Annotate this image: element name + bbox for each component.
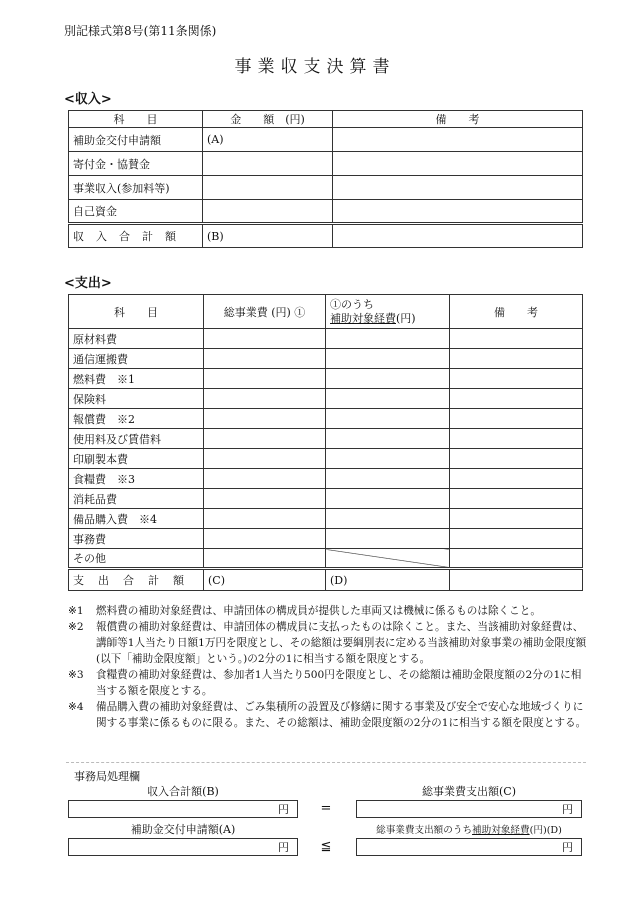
expense-total-cost-cell[interactable] bbox=[204, 469, 326, 489]
expense-subsidy-cell[interactable] bbox=[326, 389, 450, 409]
income-total-check-label: 収入合計額(B) bbox=[147, 785, 219, 798]
table-row bbox=[69, 469, 583, 489]
table-row bbox=[69, 152, 583, 176]
expense-remarks-cell[interactable] bbox=[450, 449, 583, 469]
table-row bbox=[69, 489, 583, 509]
income-amount-cell[interactable] bbox=[203, 176, 333, 200]
subsidy-eligible-check-label bbox=[356, 822, 582, 836]
note-mark: ※1 bbox=[68, 605, 84, 617]
note-text: 食糧費の補助対象経費は、参加者1人当たり500円を限度とし、その総額は補助金限度額の2分の1に相当する額を限度とする。 bbox=[96, 669, 582, 697]
expense-subsidy-cell[interactable] bbox=[326, 349, 450, 369]
expense-table bbox=[68, 294, 583, 591]
expense-item-cell: 印刷製本費 bbox=[69, 449, 204, 469]
income-remarks-cell[interactable] bbox=[333, 152, 583, 176]
expense-remarks-cell[interactable] bbox=[450, 329, 583, 349]
expense-remarks-cell[interactable] bbox=[450, 529, 583, 549]
expense-item-cell: 通信運搬費 bbox=[69, 349, 204, 369]
income-amount-cell[interactable] bbox=[203, 200, 333, 224]
expense-subsidy-cell[interactable] bbox=[326, 529, 450, 549]
expense-total-cost-cell[interactable] bbox=[204, 349, 326, 369]
expense-item-cell: 原材料費 bbox=[69, 329, 204, 349]
expense-subsidy-cell[interactable] bbox=[326, 449, 450, 469]
income-total-row bbox=[69, 224, 583, 248]
expense-remarks-cell[interactable] bbox=[450, 469, 583, 489]
expense-subsidy-cell[interactable] bbox=[326, 369, 450, 389]
income-item-cell: 寄付金・協賛金 bbox=[69, 152, 203, 176]
table-row bbox=[69, 329, 583, 349]
subsidy-eligible-check-field[interactable]: 円 bbox=[356, 838, 582, 856]
expense-item-cell: 保険料 bbox=[69, 389, 204, 409]
expense-total-cost-cell[interactable] bbox=[204, 549, 326, 569]
expense-header-item: 科 目 bbox=[69, 295, 204, 329]
expense-item-cell: 備品購入費 ※4 bbox=[69, 509, 204, 529]
table-row bbox=[69, 176, 583, 200]
page-title: 事業収支決算書 bbox=[234, 57, 396, 77]
expense-item-cell: 事務費 bbox=[69, 529, 204, 549]
expense-total-cost-cell[interactable] bbox=[204, 529, 326, 549]
expense-total-remarks[interactable] bbox=[450, 569, 583, 591]
income-remarks-cell[interactable] bbox=[333, 176, 583, 200]
expense-total-cost-cell[interactable] bbox=[204, 329, 326, 349]
expense-section-label: <支出> bbox=[64, 276, 112, 291]
table-row bbox=[69, 429, 583, 449]
expense-header-subsidy bbox=[326, 295, 450, 329]
table-row bbox=[69, 349, 583, 369]
expense-total-cost-cell[interactable] bbox=[204, 449, 326, 469]
expense-remarks-cell[interactable] bbox=[450, 549, 583, 569]
income-item-cell: 自己資金 bbox=[69, 200, 203, 224]
table-row bbox=[69, 389, 583, 409]
income-remarks-cell[interactable] bbox=[333, 200, 583, 224]
table-row bbox=[69, 549, 583, 569]
note-item bbox=[68, 619, 588, 667]
expense-total-cost-cell[interactable] bbox=[204, 429, 326, 449]
income-header-remarks: 備 考 bbox=[333, 111, 583, 128]
expense-remarks-cell[interactable] bbox=[450, 349, 583, 369]
note-text: 報償費の補助対象経費は、申請団体の構成員に支払ったものは除くこと。また、当該補助対象経費は、講師等1人当たり日額1万円を限度とし、その総額は要綱別表に定める当該補助対象事業の補助金限度額(以下「補助金限度額」という。)の2分の1に相当する額を限度とする。 bbox=[96, 621, 587, 665]
note-item bbox=[68, 667, 588, 699]
expense-header-remarks: 備 考 bbox=[450, 295, 583, 329]
expense-total-label: 支出合計額 bbox=[69, 569, 204, 591]
expense-remarks-cell[interactable] bbox=[450, 429, 583, 449]
income-total-remarks[interactable] bbox=[333, 224, 583, 248]
expense-item-cell: 消耗品費 bbox=[69, 489, 204, 509]
expense-total-row bbox=[69, 569, 583, 591]
table-row bbox=[69, 128, 583, 152]
income-table bbox=[68, 110, 583, 248]
applied-amount-check-label: 補助金交付申請額(A) bbox=[130, 823, 236, 836]
note-text: 燃料費の補助対象経費は、申請団体の構成員が提供した車両又は機械に係るものは除くこと。 bbox=[96, 605, 541, 617]
expense-item-cell: 燃料費 ※1 bbox=[69, 369, 204, 389]
income-remarks-cell[interactable] bbox=[333, 128, 583, 152]
income-amount-cell[interactable] bbox=[203, 152, 333, 176]
expense-header-subsidy-line2 bbox=[330, 312, 445, 326]
expense-total-cost-cell[interactable] bbox=[204, 409, 326, 429]
expense-item-cell: 食糧費 ※3 bbox=[69, 469, 204, 489]
income-total-amount[interactable]: (B) bbox=[203, 224, 333, 248]
expense-total-cost-cell[interactable] bbox=[204, 389, 326, 409]
expense-total-check-label: 総事業費支出額(C) bbox=[422, 785, 516, 798]
income-item-cell: 補助金交付申請額 bbox=[69, 128, 203, 152]
expense-total-subsidy[interactable]: (D) bbox=[326, 569, 450, 591]
equals-sign: = bbox=[320, 801, 332, 816]
table-row bbox=[69, 529, 583, 549]
table-row bbox=[69, 449, 583, 469]
divider bbox=[66, 762, 586, 763]
expense-header-subsidy-line1: ①のうち bbox=[330, 297, 374, 311]
subsidy-unit-label: (円) bbox=[396, 311, 416, 325]
expense-subsidy-cell[interactable] bbox=[326, 489, 450, 509]
table-row bbox=[69, 200, 583, 224]
expense-total-check-field[interactable]: 円 bbox=[356, 800, 582, 818]
expense-remarks-cell[interactable] bbox=[450, 409, 583, 429]
income-item-cell: 事業収入(参加料等) bbox=[69, 176, 203, 200]
form-number: 別記様式第8号(第11条関係) bbox=[64, 24, 217, 38]
expense-subsidy-cell[interactable] bbox=[326, 409, 450, 429]
notes bbox=[68, 603, 588, 731]
note-item bbox=[68, 603, 588, 619]
expense-remarks-cell[interactable] bbox=[450, 489, 583, 509]
note-mark: ※3 bbox=[68, 669, 84, 681]
note-text: 備品購入費の補助対象経費は、ごみ集積所の設置及び修繕に関する事業及び安全で安心な地域づくりに関する事業に係るものに限る。また、その総額は、補助金限度額の2分の1に相当する額を限度とする。 bbox=[96, 701, 587, 729]
income-header-amount: 金 額 (円) bbox=[203, 111, 333, 128]
expense-remarks-cell[interactable] bbox=[450, 509, 583, 529]
expense-total-cost[interactable]: (C) bbox=[204, 569, 326, 591]
income-section-label: <収入> bbox=[64, 92, 112, 107]
subsidy-eligible-label: 補助対象経費 bbox=[330, 311, 396, 325]
note-mark: ※4 bbox=[68, 701, 84, 713]
expense-remarks-cell[interactable] bbox=[450, 389, 583, 409]
subsidy-label-prefix: 総事業費支出額のうち bbox=[376, 825, 473, 836]
expense-total-cost-cell[interactable] bbox=[204, 489, 326, 509]
expense-item-cell: 報償費 ※2 bbox=[69, 409, 204, 429]
table-row bbox=[69, 509, 583, 529]
income-total-check-field[interactable]: 円 bbox=[68, 800, 298, 818]
note-item bbox=[68, 699, 588, 731]
subsidy-label-suffix: (円)(D) bbox=[529, 825, 562, 836]
subsidy-label-underlined: 補助対象経費 bbox=[472, 825, 530, 836]
table-row bbox=[69, 369, 583, 389]
expense-subsidy-cell[interactable] bbox=[326, 549, 450, 569]
expense-total-cost-cell[interactable] bbox=[204, 369, 326, 389]
expense-subsidy-cell[interactable] bbox=[326, 429, 450, 449]
expense-subsidy-cell[interactable] bbox=[326, 469, 450, 489]
expense-item-cell: 使用料及び賃借料 bbox=[69, 429, 204, 449]
office-section-title: 事務局処理欄 bbox=[74, 770, 140, 783]
income-header-item: 科 目 bbox=[69, 111, 203, 128]
expense-subsidy-cell[interactable] bbox=[326, 509, 450, 529]
expense-header-total-cost: 総事業費 (円) ① bbox=[204, 295, 326, 329]
income-total-label: 収入合計額 bbox=[69, 224, 203, 248]
table-row bbox=[69, 409, 583, 429]
less-or-equal-sign: ≦ bbox=[320, 839, 332, 854]
income-amount-cell[interactable]: (A) bbox=[203, 128, 333, 152]
expense-remarks-cell[interactable] bbox=[450, 369, 583, 389]
applied-amount-check-field[interactable]: 円 bbox=[68, 838, 298, 856]
expense-total-cost-cell[interactable] bbox=[204, 509, 326, 529]
expense-item-cell: その他 bbox=[69, 549, 204, 569]
expense-subsidy-cell[interactable] bbox=[326, 329, 450, 349]
note-mark: ※2 bbox=[68, 621, 84, 633]
